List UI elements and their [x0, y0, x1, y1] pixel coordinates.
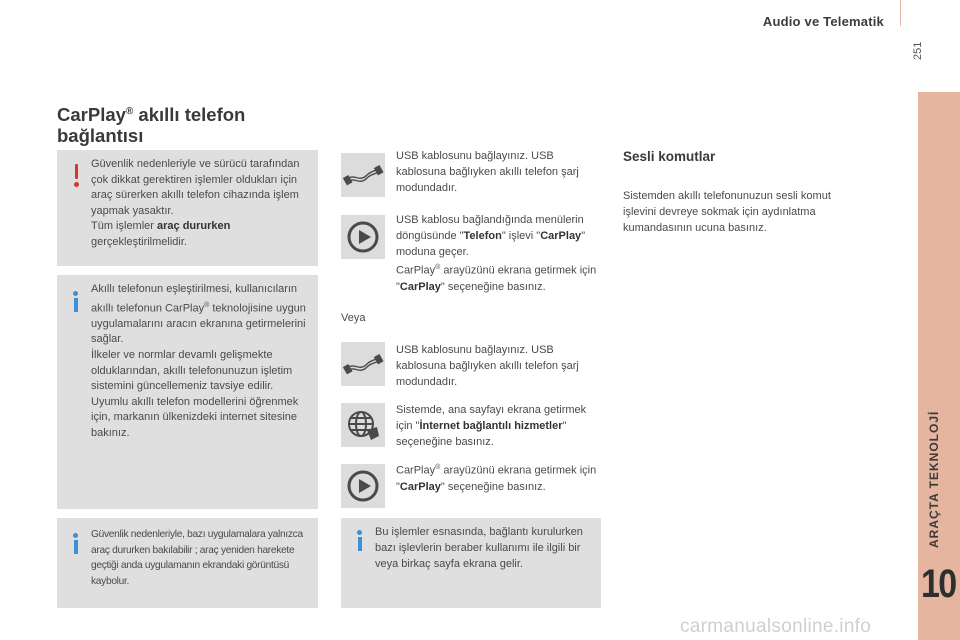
section-text: Sistemden akıllı telefonunuzun sesli komut işlevini devreye sokmak için aydınlatma kumandasının ucuna basınız.: [623, 190, 831, 234]
info-text: Bu işlemler esnasında, bağlantı kurulurken bazı işlevlerin beraber kullanımı ile ilgili bir veya birkaç sayfa ekrana gelir.: [375, 526, 583, 570]
warning-box: [57, 150, 318, 266]
usb-cable-icon: [341, 342, 385, 386]
chapter-label: ARAÇTA TEKNOLOJİ: [927, 410, 941, 548]
header-title: Audio ve Telematik: [762, 14, 884, 29]
step-text: USB kablosunu bağlayınız. USB kablosuna bağlıyken akıllı telefon şarj modundadır.: [396, 150, 579, 194]
play-icon: [341, 215, 385, 259]
info-icon: [356, 530, 364, 552]
info-text: Güvenlik nedenleriyle, bazı uygulamalara yalnızca araç dururken bakılabilir ; araç yeniden harekete geçtiği anda uygulamanın ekrandaki görüntüsü kaybolur.: [91, 529, 303, 587]
usb-cable-icon: [341, 153, 385, 197]
header-divider: [900, 0, 901, 26]
or-label: Veya: [341, 312, 366, 324]
section-title: Sesli komutlar: [623, 149, 716, 164]
info-box: [57, 275, 318, 509]
info-box: [57, 518, 318, 608]
info-icon: [72, 291, 80, 313]
step-text: USB kablosunu bağlayınız. USB kablosuna bağlıyken akıllı telefon şarj modundadır.: [396, 344, 579, 388]
step-text: Sistemde, ana sayfayı ekrana getirmek için "İnternet bağlantılı hizmetler" seçeneğine basınız.: [396, 404, 587, 448]
info-text: Akıllı telefonun eşleştirilmesi, kullanıcıların akıllı telefonun CarPlay® teknolojisine uygun uygulamalarını aracın ekranına getirmelerini sağlar. İlkeler ve normlar devamlı gelişmekte olduklarından, akıllı telefonunuzun işletim sistemini güncellemeniz tavsiye edilir. Uyumlu akıllı telefon modellerini öğrenmek için, markanın ülkenizdeki internet sitesine bakınız.: [91, 283, 306, 439]
step-text: CarPlay® arayüzünü ekrana getirmek için "CarPlay" seçeneğine basınız.: [396, 464, 597, 493]
warning-icon: [73, 164, 79, 188]
page-number: 251: [912, 41, 924, 60]
warning-text: Güvenlik nedenleriyle ve sürücü tarafından çok dikkat gerektiren işlemler oldukları için araç sürerken akıllı telefon cihazında işlem yapmak yasaktır. Tüm işlemler araç dururken gerçekleştirilmelidir.: [91, 158, 300, 248]
chapter-number: 10: [921, 562, 956, 606]
play-icon: [341, 464, 385, 508]
watermark: carmanualsonline.info: [680, 616, 872, 637]
chapter-sidebar: [918, 92, 960, 640]
step-text: USB kablosu bağlandığında menülerin döngüsünde "Telefon" işlevi "CarPlay" moduna geçer. CarPlay® arayüzünü ekrana getirmek için "CarPlay" seçeneğine basınız.: [396, 214, 597, 293]
info-box: [341, 518, 601, 608]
info-icon: [72, 533, 80, 555]
globe-hand-icon: [341, 403, 385, 447]
page-title: CarPlay® akıllı telefon bağlantısı: [57, 104, 246, 147]
